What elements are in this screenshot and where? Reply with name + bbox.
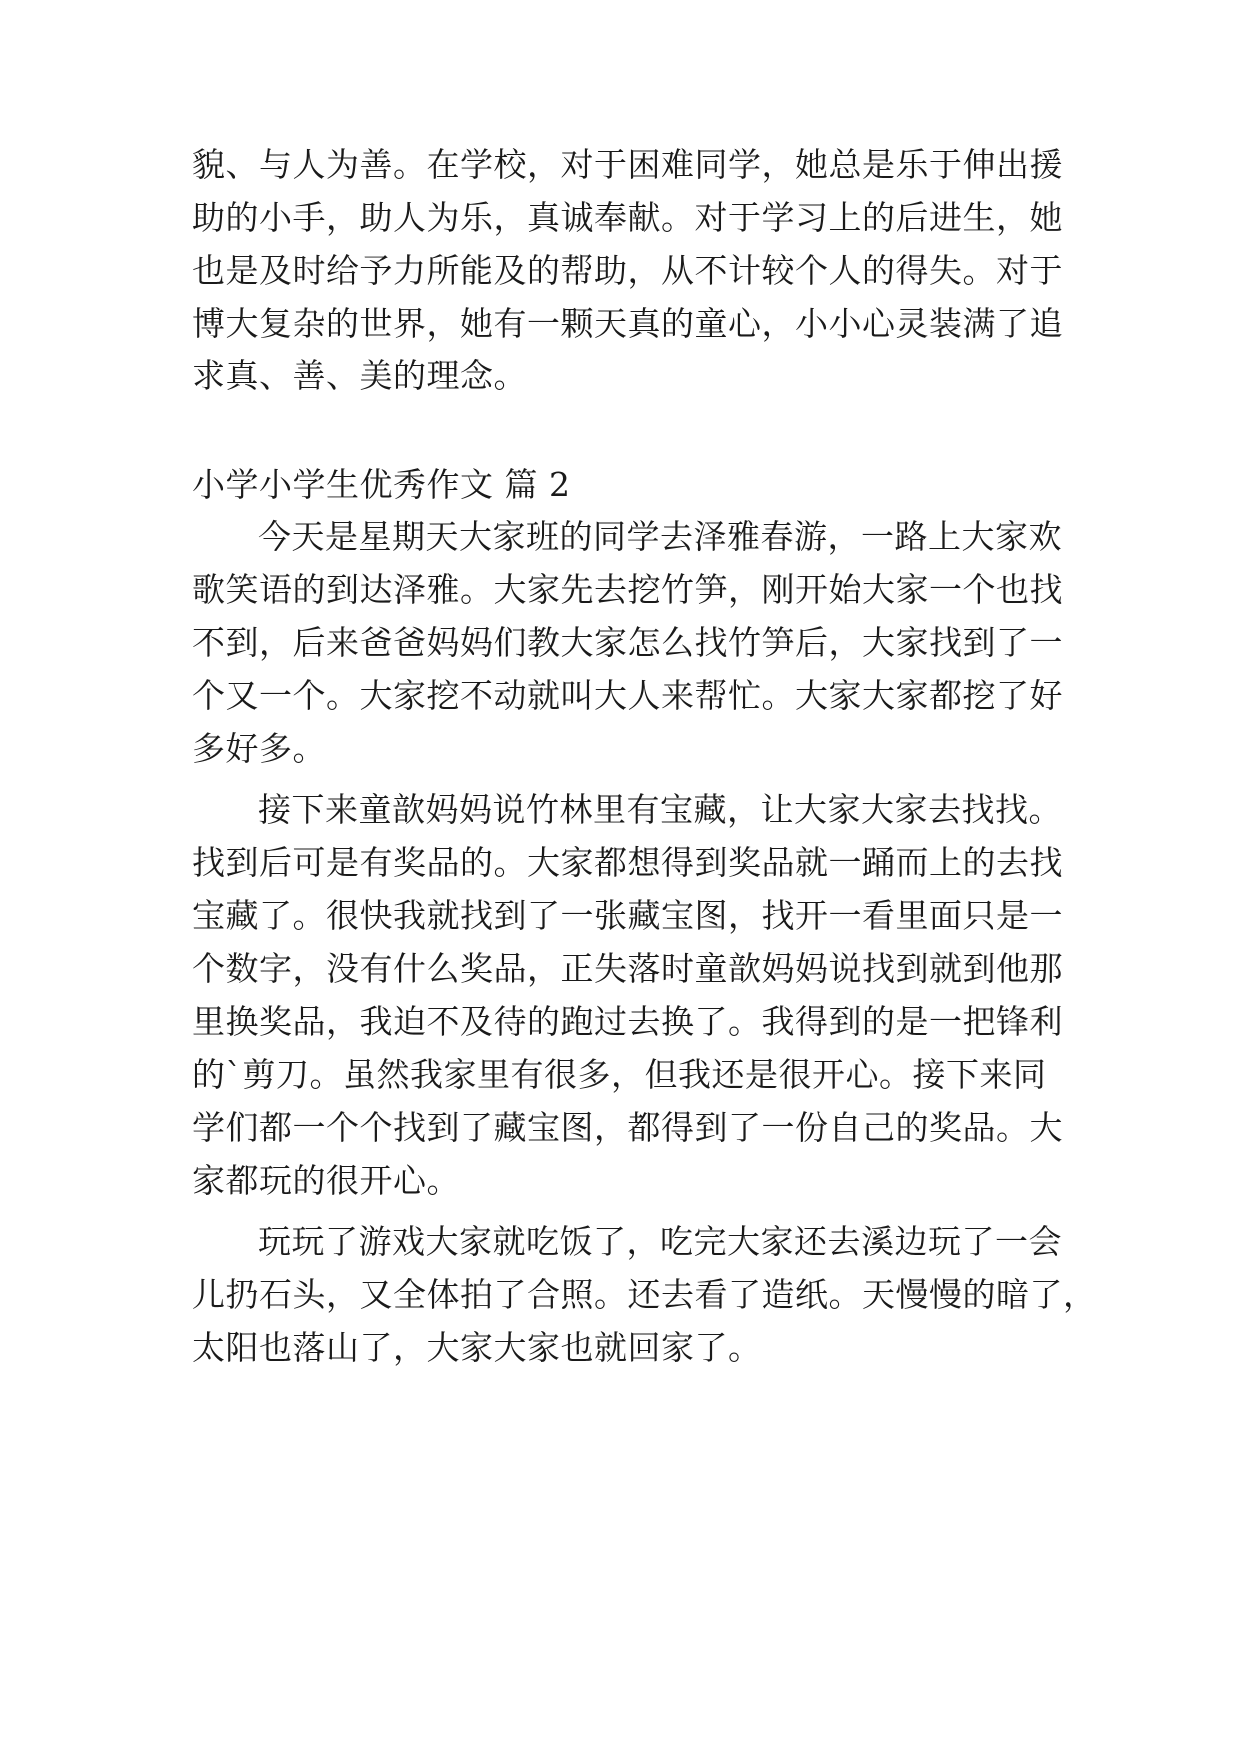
paragraph-2-line-3: 宝藏了。很快我就找到了一张藏宝图，找开一看里面只是一 xyxy=(192,896,1063,935)
paragraph-1-line-4: 个又一个。大家挖不动就叫大人来帮忙。大家大家都挖了好 xyxy=(192,676,1063,715)
paragraph-3-line-2: 儿扔石头，又全体拍了合照。还去看了造纸。天慢慢的暗了， xyxy=(192,1275,1097,1314)
paragraph-2-line-8: 家都玩的很开心。 xyxy=(192,1161,460,1200)
paragraph-3-line-3: 太阳也落山了，大家大家也就回家了。 xyxy=(192,1328,762,1367)
paragraph-2-line-4: 个数字，没有什么奖品，正失落时童歆妈妈说找到就到他那 xyxy=(192,949,1063,988)
paragraph-1-line-3: 不到，后来爸爸妈妈们教大家怎么找竹笋后，大家找到了一 xyxy=(192,623,1063,662)
intro-line-5: 求真、善、美的理念。 xyxy=(192,356,527,395)
paragraph-2-line-2: 找到后可是有奖品的。大家都想得到奖品就一踊而上的去找 xyxy=(192,843,1063,882)
intro-line-2: 助的小手，助人为乐，真诚奉献。对于学习上的后进生，她 xyxy=(192,198,1063,237)
intro-line-1: 貌、与人为善。在学校，对于困难同学，她总是乐于伸出援 xyxy=(192,145,1063,184)
intro-line-3: 也是及时给予力所能及的帮助，从不计较个人的得失。对于 xyxy=(192,251,1063,290)
paragraph-2-line-1: 接下来童歆妈妈说竹林里有宝藏，让大家大家去找找。 xyxy=(258,790,1062,829)
intro-line-4: 博大复杂的世界，她有一颗天真的童心，小小心灵装满了追 xyxy=(192,304,1063,343)
paragraph-3-line-1: 玩玩了游戏大家就吃饭了，吃完大家还去溪边玩了一会 xyxy=(258,1222,1062,1261)
paragraph-1-line-2: 歌笑语的到达泽雅。大家先去挖竹笋，刚开始大家一个也找 xyxy=(192,570,1063,609)
paragraph-2-line-5: 里换奖品，我迫不及待的跑过去换了。我得到的是一把锋利 xyxy=(192,1002,1063,1041)
paragraph-1-line-5: 多好多。 xyxy=(192,729,326,768)
section-title: 小学小学生优秀作文 篇 2 xyxy=(192,465,571,504)
paragraph-1-line-1: 今天是星期天大家班的同学去泽雅春游，一路上大家欢 xyxy=(258,517,1062,556)
paragraph-2-line-7: 学们都一个个找到了藏宝图，都得到了一份自己的奖品。大 xyxy=(192,1108,1063,1147)
paragraph-2-line-6: 的`剪刀。虽然我家里有很多，但我还是很开心。接下来同 xyxy=(192,1055,1047,1094)
